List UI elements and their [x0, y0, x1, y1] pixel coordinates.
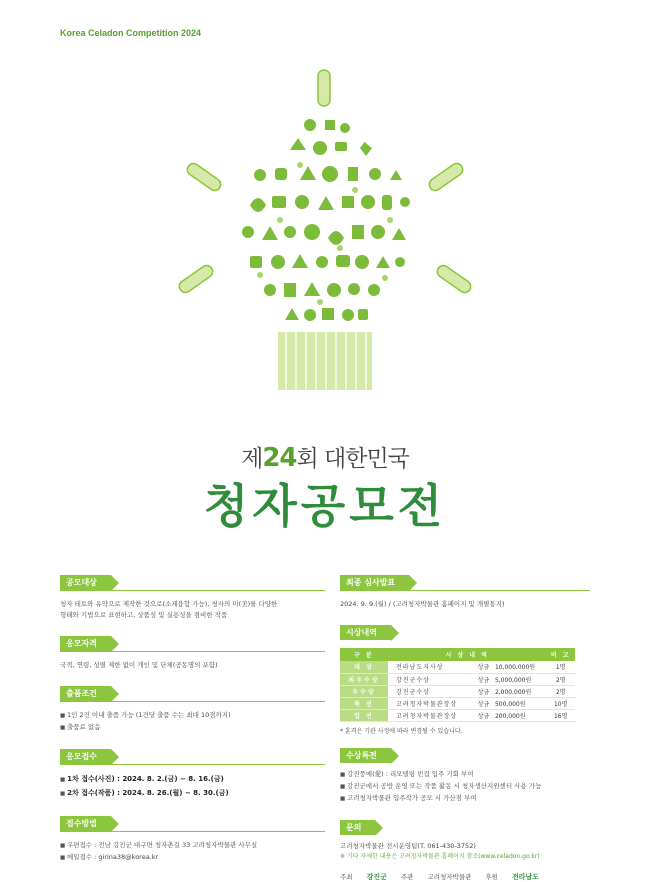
award-amount: 5,000,000원: [493, 673, 546, 685]
award-count: 16명: [546, 709, 575, 721]
method-email: ■ 메일접수 : girina38@korea.kr: [60, 852, 325, 864]
column-header: 시 상 내 역: [388, 648, 546, 661]
award-rank: 대 상: [340, 661, 388, 673]
target-line: 형태와 기법으로 표현하고, 상품성 및 실용성을 겸비한 작품: [60, 611, 228, 619]
table-row: [340, 685, 575, 697]
contact-tip: ※ 기타 자세한 내용은 고려청자박물관 홈페이지 참조(www.celadon.go.kr): [340, 852, 540, 860]
award-rank: 특 선: [340, 697, 388, 709]
contact-line: 고려청자박물관 전시운영팀(T. 061-430-3752): [340, 841, 476, 850]
sponsors-bar: [340, 872, 590, 882]
award-type: 상금: [474, 673, 493, 685]
benefit-line: ■ 강진군에서 공방 운영 또는 작품 활동 시 청자생산지원센터 사용 가능: [340, 781, 590, 793]
section-eligibility: [60, 631, 325, 671]
section-conditions: [60, 681, 325, 734]
award-count: 10명: [546, 697, 575, 709]
column-header: 비 고: [546, 648, 575, 661]
section-heading: 수상특전: [340, 748, 391, 763]
award-prize: 고려청자박물관장상: [388, 709, 474, 721]
organizer-label: 주관: [400, 873, 414, 881]
competition-label: Korea Celadon Competition 2024: [60, 28, 202, 38]
award-count: 2명: [546, 685, 575, 697]
host-label: 주최: [340, 873, 353, 881]
section-reception: [60, 744, 325, 801]
award-amount: 500,000원: [493, 697, 546, 709]
section-heading: 출품조건: [60, 686, 111, 701]
eligibility-line: 국적, 연령, 성별 제한 없이 개인 및 단체(공동명의 포함): [60, 661, 218, 669]
awards-note: * 훈격은 기관 사정에 따라 변경될 수 있습니다.: [340, 727, 463, 735]
award-type: 상금: [474, 709, 493, 721]
benefit-line: ■ 고려청자박물관 입주작가 공모 시 가산점 부여: [340, 793, 590, 805]
award-rank: 입 선: [340, 709, 388, 721]
award-amount: 200,000원: [493, 709, 546, 721]
section-method: [60, 811, 325, 864]
section-heading: 공모대상: [60, 575, 111, 590]
target-line: 청자 테토와 유약으로 제작한 것으로(소재융합 가능), 청자의 미(美)를 다양한: [60, 600, 278, 608]
benefit-line: ■ 강진풍예(愛) : 리모델링 빈집 입주 기회 부여: [340, 769, 590, 781]
award-count: 2명: [546, 673, 575, 685]
conditions-line: ■ 1인 2건 이내 출품 가능 (1건당 출품 수는 최대 10점까지): [60, 710, 325, 722]
host-logo: 강진군: [366, 872, 387, 881]
table-row: [340, 661, 575, 673]
section-heading: 접수방법: [60, 816, 111, 831]
award-amount: 10,000,000원: [493, 661, 546, 673]
column-header: 구 분: [340, 648, 388, 661]
award-prize: 강진군수상: [388, 673, 474, 685]
award-prize: 강진군수상: [388, 685, 474, 697]
page-title: 청자공모전: [203, 479, 447, 533]
section-heading: 최종 심사발표: [340, 575, 409, 590]
section-heading: 문의: [340, 820, 375, 835]
reception-round-1: ■ 1차 접수(사진) : 2024. 8. 2.(금) ~ 8. 16.(금): [60, 773, 325, 787]
method-post: ■ 우편접수 : 전남 강진군 대구면 청자촌길 33 고려청자박물관 사무실: [60, 840, 325, 852]
organizer-name: 고려청자박물관: [427, 873, 472, 881]
edition-prefix: 제: [241, 446, 263, 472]
section-heading: 응모자격: [60, 636, 111, 651]
award-rank: 최우수상: [340, 673, 388, 685]
support-logo: 전라남도: [511, 872, 539, 881]
support-label: 후원: [485, 873, 498, 881]
table-row: [340, 697, 575, 709]
award-count: 1명: [546, 661, 575, 673]
table-row: [340, 673, 575, 685]
section-heading: 시상내역: [340, 625, 391, 640]
final-text: 2024. 9. 9.(월) / (고려청자박물관 홈페이지 및 개별통지): [340, 600, 505, 608]
award-prize: 고려청자박물관장상: [388, 697, 474, 709]
section-final: [340, 570, 590, 610]
table-header-row: [340, 648, 575, 661]
section-awards: [340, 620, 590, 735]
celadon-bulb-illustration: [160, 70, 490, 400]
award-prize: 전라남도지사상: [388, 661, 474, 673]
left-column: [60, 570, 325, 874]
award-type: 상금: [474, 685, 493, 697]
reception-round-2: ■ 2차 접수(작품) : 2024. 8. 26.(월) ~ 8. 30.(금): [60, 787, 325, 801]
section-contact: [340, 815, 590, 862]
edition-number: 24: [262, 443, 297, 473]
award-amount: 2,000,000원: [493, 685, 546, 697]
section-benefits: [340, 743, 590, 805]
right-column: [340, 570, 590, 882]
section-target: [60, 570, 325, 621]
section-heading: 응모접수: [60, 749, 111, 764]
table-row: [340, 709, 575, 721]
competition-edition: [0, 440, 650, 473]
award-type: 상금: [474, 697, 493, 709]
award-rank: 우수상: [340, 685, 388, 697]
edition-suffix: 회 대한민국: [296, 446, 409, 472]
conditions-line: ■ 출품료 없음: [60, 722, 325, 734]
award-type: 상금: [474, 661, 493, 673]
awards-table: [340, 648, 575, 722]
